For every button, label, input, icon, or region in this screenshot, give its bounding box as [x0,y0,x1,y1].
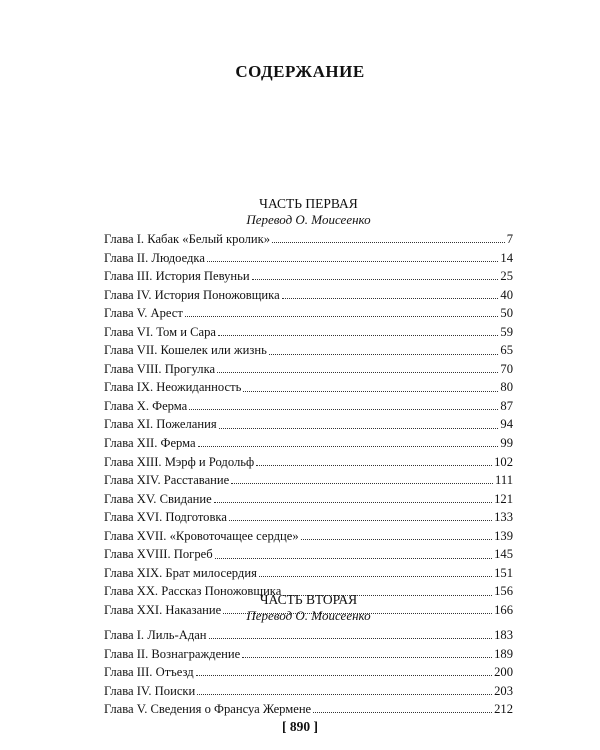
chapter-title: Глава XVI. Подготовка [104,510,227,525]
chapter-page-number: 145 [494,547,513,562]
chapter-title: Глава VI. Том и Сара [104,324,216,339]
dot-leader [301,538,492,540]
toc-list [104,626,513,719]
toc-entry [104,286,513,305]
part-heading: ЧАСТЬ ВТОРАЯ [259,592,358,607]
toc-entry [104,323,513,342]
dot-leader [214,501,492,503]
toc-entry [104,527,513,546]
chapter-page-number: 80 [500,380,513,395]
chapter-page-number: 59 [500,324,513,339]
chapter-page-number: 139 [494,528,513,543]
dot-leader [207,260,498,262]
toc-entry [104,453,513,472]
chapter-title: Глава II. Вознаграждение [104,646,241,661]
toc-entry [104,304,513,323]
chapter-page-number: 94 [500,417,513,432]
toc-entry [104,267,513,286]
chapter-page-number: 87 [500,398,513,413]
dot-leader [269,353,499,355]
chapter-title: Глава III. Отъезд [104,665,194,680]
chapter-title: Глава XVII. «Кровоточащее сердце» [104,528,299,543]
chapter-page-number: 189 [494,646,513,661]
chapter-title: Глава V. Сведения о Франсуа Жермене [104,702,312,717]
page-number: [ 890 ] [282,719,318,734]
chapter-title: Глава XIX. Брат милосердия [104,565,257,580]
chapter-title: Глава XV. Свидание [104,491,212,506]
chapter-page-number: 121 [494,491,513,506]
toc-entry [104,490,513,509]
chapter-title: Глава XIII. Мэрф и Родольф [104,454,255,469]
toc-entry [104,415,513,434]
toc-entry [104,397,513,416]
dot-leader [272,241,505,243]
chapter-page-number: 133 [494,510,513,525]
chapter-title: Глава XI. Пожелания [104,417,217,432]
chapter-page-number: 14 [500,250,513,265]
chapter-page-number: 7 [506,232,513,246]
toc-entry [104,378,513,397]
chapter-page-number: 50 [500,306,513,321]
toc-entry [104,508,513,527]
chapter-page-number: 151 [494,565,513,580]
chapter-page-number: 183 [494,628,513,642]
toc-entry [104,360,513,379]
chapter-page-number: 111 [495,473,513,488]
dot-leader [209,637,493,639]
dot-leader [197,693,492,695]
part-translator: Перевод О. Моисеенко [246,212,371,227]
chapter-page-number: 70 [500,361,513,376]
dot-leader [215,557,492,559]
toc-list [104,230,513,619]
chapter-page-number: 99 [500,436,513,451]
chapter-title: Глава V. Арест [104,306,183,321]
chapter-title: Глава II. Людоедка [104,250,205,265]
dot-leader [231,482,493,484]
chapter-title: Глава III. История Певуньи [104,269,250,284]
chapter-title: Глава IV. Поиски [104,683,196,698]
chapter-page-number: 200 [494,665,513,680]
toc-entry [104,230,513,249]
chapter-page-number: 102 [494,454,513,469]
toc-entry [104,645,513,664]
dot-leader [189,408,498,410]
chapter-title: Глава VIII. Прогулка [104,361,216,376]
chapter-title: Глава XX. Рассказ Поножовщика [104,584,282,599]
toc-entry [104,564,513,583]
toc-entry [104,700,513,719]
toc-entry [104,471,513,490]
chapter-title: Глава I. Лиль-Адан [104,628,207,642]
chapter-title: Глава VII. Кошелек или жизнь [104,343,267,358]
dot-leader [282,297,499,299]
chapter-page-number: 212 [494,702,513,717]
dot-leader [313,711,492,713]
chapter-page-number: 25 [500,269,513,284]
dot-leader [185,315,499,317]
dot-leader [198,445,499,447]
chapter-title: Глава XII. Ферма [104,436,196,451]
chapter-title: Глава XXI. Наказание [104,602,222,617]
toc-entry [104,545,513,564]
toc-entry [104,341,513,360]
dot-leader [243,390,498,392]
dot-leader [259,575,492,577]
dot-leader [229,519,492,521]
dot-leader [218,334,498,336]
part-translator: Перевод О. Моисеенко [246,608,371,623]
chapter-title: Глава XVIII. Погреб [104,547,213,562]
toc-entry [104,682,513,701]
chapter-title: Глава IV. История Поножовщика [104,287,280,302]
chapter-title: Глава XIV. Расставание [104,473,230,488]
toc-entry [104,434,513,453]
dot-leader [252,278,499,280]
dot-leader [219,427,499,429]
toc-entry [104,626,513,645]
dot-leader [196,674,492,676]
chapter-page-number: 166 [494,602,513,617]
chapter-title: Глава X. Ферма [104,398,188,413]
page-title: СОДЕРЖАНИЕ [235,62,365,81]
part-two [104,592,513,719]
part-one [104,196,513,619]
dot-leader [242,656,492,658]
chapter-page-number: 40 [500,287,513,302]
chapter-title: Глава IX. Неожиданность [104,380,242,395]
part-heading: ЧАСТЬ ПЕРВАЯ [259,196,358,211]
chapter-page-number: 65 [500,343,513,358]
chapter-page-number: 203 [494,683,513,698]
chapter-title: Глава I. Кабак «Белый кролик» [104,232,271,246]
dot-leader [217,371,498,373]
chapter-page-number: 156 [494,584,513,599]
toc-entry [104,249,513,268]
dot-leader [256,464,492,466]
toc-entry [104,663,513,682]
